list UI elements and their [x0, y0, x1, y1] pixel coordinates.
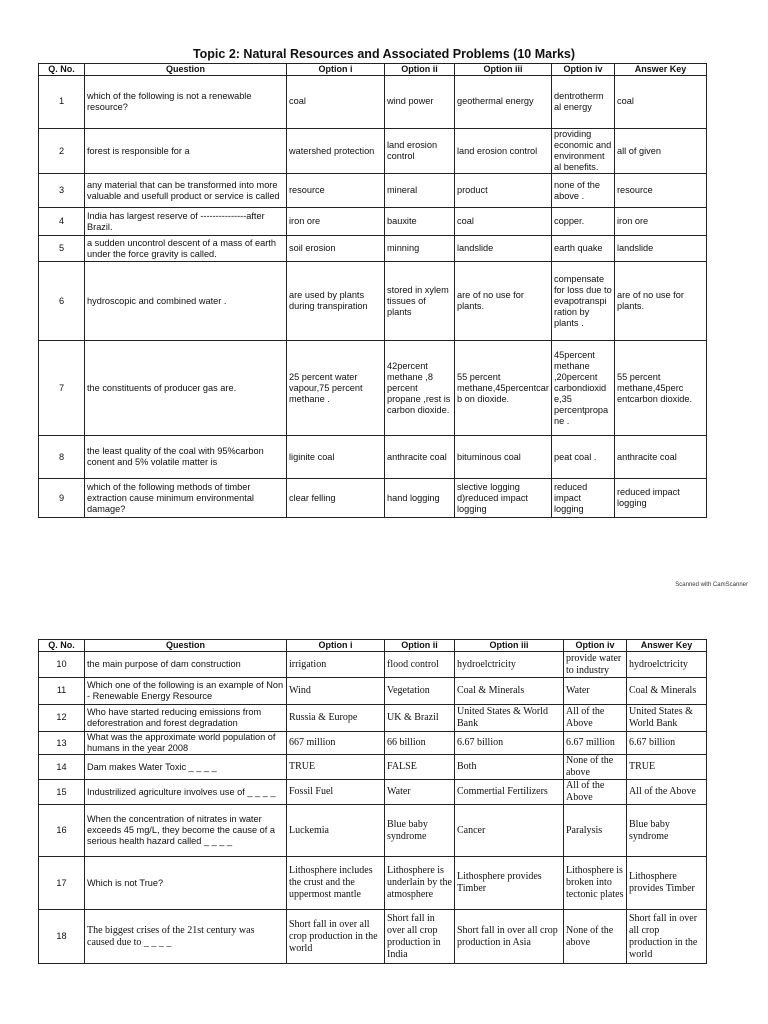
- option-iv-cell: none of the above .: [552, 174, 615, 208]
- question-number-cell: 3: [39, 174, 85, 208]
- option-ii-cell: FALSE: [385, 755, 455, 780]
- option-iv-cell: reduced impact logging: [552, 479, 615, 518]
- table-row: [39, 236, 707, 262]
- answer-key-cell: TRUE: [627, 755, 707, 780]
- column-header-option-ii: Option ii: [385, 640, 455, 652]
- option-iii-cell: geothermal energy: [455, 76, 552, 129]
- option-i-cell: watershed protection: [287, 129, 385, 174]
- table-row: [39, 780, 707, 805]
- table-row: [39, 755, 707, 780]
- table-row: [39, 436, 707, 479]
- question-number-cell: 8: [39, 436, 85, 479]
- option-ii-cell: Vegetation: [385, 678, 455, 705]
- option-iii-cell: Commertial Fertilizers: [455, 780, 564, 805]
- answer-key-cell: Coal & Minerals: [627, 678, 707, 705]
- table-row: [39, 76, 707, 129]
- question-number-cell: 6: [39, 262, 85, 341]
- option-iv-cell: None of the above: [564, 910, 627, 964]
- option-iv-cell: dentrotherm al energy: [552, 76, 615, 129]
- option-ii-cell: 42percent methane ,8 percent propane ,rest is carbon dioxide.: [385, 341, 455, 436]
- question-text-cell: which of the following is not a renewable resource?: [85, 76, 287, 129]
- option-ii-cell: hand logging: [385, 479, 455, 518]
- answer-key-cell: 55 percent methane,45perc entcarbon dioxide.: [615, 341, 707, 436]
- column-header-option-iii: Option iii: [455, 640, 564, 652]
- question-table-1: [38, 63, 707, 518]
- option-iii-cell: United States & World Bank: [455, 705, 564, 732]
- question-text-cell: The biggest crises of the 21st century was caused due to _ _ _ _: [85, 910, 287, 964]
- question-number-cell: 13: [39, 732, 85, 755]
- option-ii-cell: mineral: [385, 174, 455, 208]
- option-iii-cell: Both: [455, 755, 564, 780]
- option-iii-cell: bituminous coal: [455, 436, 552, 479]
- question-number-cell: 11: [39, 678, 85, 705]
- option-ii-cell: anthracite coal: [385, 436, 455, 479]
- column-header-option-i: Option i: [287, 64, 385, 76]
- answer-key-cell: hydroelctricity: [627, 652, 707, 678]
- option-ii-cell: stored in xylem tissues of plants: [385, 262, 455, 341]
- table-row: [39, 910, 707, 964]
- option-iii-cell: landslide: [455, 236, 552, 262]
- option-ii-cell: flood control: [385, 652, 455, 678]
- question-text-cell: the constituents of producer gas are.: [85, 341, 287, 436]
- option-iii-cell: hydroelctricity: [455, 652, 564, 678]
- question-text-cell: Which is not True?: [85, 857, 287, 910]
- column-header-answer-key: Answer Key: [627, 640, 707, 652]
- option-iii-cell: land erosion control: [455, 129, 552, 174]
- question-text-cell: Industrilized agriculture involves use of _ _ _ _: [85, 780, 287, 805]
- option-ii-cell: minning: [385, 236, 455, 262]
- option-iv-cell: 6.67 million: [564, 732, 627, 755]
- option-iv-cell: All of the Above: [564, 705, 627, 732]
- question-text-cell: India has largest reserve of ---------------after Brazil.: [85, 208, 287, 236]
- option-iii-cell: Short fall in over all crop production in Asia: [455, 910, 564, 964]
- answer-key-cell: all of given: [615, 129, 707, 174]
- column-header-option-iii: Option iii: [455, 64, 552, 76]
- option-i-cell: iron ore: [287, 208, 385, 236]
- question-number-cell: 1: [39, 76, 85, 129]
- question-text-cell: Which one of the following is an example of Non - Renewable Energy Resource: [85, 678, 287, 705]
- question-number-cell: 12: [39, 705, 85, 732]
- column-header-question-text: Question: [85, 64, 287, 76]
- option-iii-cell: product: [455, 174, 552, 208]
- option-iii-cell: Coal & Minerals: [455, 678, 564, 705]
- column-header-option-iv: Option iv: [564, 640, 627, 652]
- answer-key-cell: Short fall in over all crop production in the world: [627, 910, 707, 964]
- table-row: [39, 857, 707, 910]
- question-number-cell: 14: [39, 755, 85, 780]
- option-ii-cell: Blue baby syndrome: [385, 805, 455, 857]
- option-ii-cell: wind power: [385, 76, 455, 129]
- answer-key-cell: All of the Above: [627, 780, 707, 805]
- question-number-cell: 18: [39, 910, 85, 964]
- answer-key-cell: reduced impact logging: [615, 479, 707, 518]
- column-header-question-number: Q. No.: [39, 64, 85, 76]
- table-header-row: [39, 64, 707, 76]
- table-row: [39, 262, 707, 341]
- option-iv-cell: providing economic and environment al benefits.: [552, 129, 615, 174]
- answer-key-cell: anthracite coal: [615, 436, 707, 479]
- table-row: [39, 479, 707, 518]
- option-iii-cell: are of no use for plants.: [455, 262, 552, 341]
- column-header-option-ii: Option ii: [385, 64, 455, 76]
- option-iii-cell: slective logging d)reduced impact logging: [455, 479, 552, 518]
- option-i-cell: Fossil Fuel: [287, 780, 385, 805]
- option-iii-cell: Lithosphere provides Timber: [455, 857, 564, 910]
- scanned-watermark: Scanned with CamScanner: [675, 582, 748, 588]
- option-i-cell: coal: [287, 76, 385, 129]
- option-iv-cell: None of the above: [564, 755, 627, 780]
- table-row: [39, 341, 707, 436]
- question-text-cell: hydroscopic and combined water .: [85, 262, 287, 341]
- question-text-cell: the main purpose of dam construction: [85, 652, 287, 678]
- table-row: [39, 174, 707, 208]
- answer-key-cell: are of no use for plants.: [615, 262, 707, 341]
- answer-key-cell: 6.67 billion: [627, 732, 707, 755]
- question-text-cell: which of the following methods of timber extraction cause minimum environmental damage?: [85, 479, 287, 518]
- question-number-cell: 10: [39, 652, 85, 678]
- option-iii-cell: Cancer: [455, 805, 564, 857]
- question-text-cell: Who have started reducing emissions from deforestration and forest degradation: [85, 705, 287, 732]
- option-iv-cell: provide water to industry: [564, 652, 627, 678]
- question-number-cell: 16: [39, 805, 85, 857]
- column-header-option-iv: Option iv: [552, 64, 615, 76]
- option-i-cell: Russia & Europe: [287, 705, 385, 732]
- option-iii-cell: coal: [455, 208, 552, 236]
- table-row: [39, 805, 707, 857]
- option-i-cell: liginite coal: [287, 436, 385, 479]
- option-i-cell: TRUE: [287, 755, 385, 780]
- answer-key-cell: iron ore: [615, 208, 707, 236]
- option-i-cell: are used by plants during transpiration: [287, 262, 385, 341]
- answer-key-cell: United States & World Bank: [627, 705, 707, 732]
- table-header-row: [39, 640, 707, 652]
- option-ii-cell: bauxite: [385, 208, 455, 236]
- option-ii-cell: Lithosphere is underlain by the atmosphere: [385, 857, 455, 910]
- option-iv-cell: copper.: [552, 208, 615, 236]
- option-i-cell: irrigation: [287, 652, 385, 678]
- table-row: [39, 129, 707, 174]
- option-iv-cell: compensate for loss due to evapotranspi ration by plants .: [552, 262, 615, 341]
- question-number-cell: 5: [39, 236, 85, 262]
- question-number-cell: 4: [39, 208, 85, 236]
- question-number-cell: 2: [39, 129, 85, 174]
- table-row: [39, 705, 707, 732]
- answer-key-cell: landslide: [615, 236, 707, 262]
- table-row: [39, 678, 707, 705]
- option-ii-cell: 66 billion: [385, 732, 455, 755]
- question-text-cell: Dam makes Water Toxic _ _ _ _: [85, 755, 287, 780]
- option-i-cell: 667 million: [287, 732, 385, 755]
- option-i-cell: soil erosion: [287, 236, 385, 262]
- option-iv-cell: Paralysis: [564, 805, 627, 857]
- option-iv-cell: Lithosphere is broken into tectonic plates: [564, 857, 627, 910]
- option-ii-cell: UK & Brazil: [385, 705, 455, 732]
- option-i-cell: Luckemia: [287, 805, 385, 857]
- answer-key-cell: coal: [615, 76, 707, 129]
- question-table-2: [38, 639, 707, 964]
- option-iii-cell: 55 percent methane,45percentcarb on dioxide.: [455, 341, 552, 436]
- option-i-cell: Lithosphere includes the crust and the uppermost mantle: [287, 857, 385, 910]
- option-ii-cell: Water: [385, 780, 455, 805]
- option-i-cell: clear felling: [287, 479, 385, 518]
- answer-key-cell: resource: [615, 174, 707, 208]
- option-i-cell: Wind: [287, 678, 385, 705]
- option-iv-cell: 45percent methane ,20percent carbondioxid e,35 percentpropa ne .: [552, 341, 615, 436]
- question-number-cell: 7: [39, 341, 85, 436]
- option-iv-cell: All of the Above: [564, 780, 627, 805]
- question-text-cell: a sudden uncontrol descent of a mass of earth under the force gravity is called.: [85, 236, 287, 262]
- option-ii-cell: land erosion control: [385, 129, 455, 174]
- question-text-cell: When the concentration of nitrates in water exceeds 45 mg/L, they become the cause of a serious health hazard called _ _ _ _: [85, 805, 287, 857]
- column-header-option-i: Option i: [287, 640, 385, 652]
- option-iv-cell: earth quake: [552, 236, 615, 262]
- column-header-answer-key: Answer Key: [615, 64, 707, 76]
- page-title: Topic 2: Natural Resources and Associated Problems (10 Marks): [192, 47, 576, 61]
- table-row: [39, 208, 707, 236]
- question-text-cell: forest is responsible for a: [85, 129, 287, 174]
- option-i-cell: 25 percent water vapour,75 percent methane .: [287, 341, 385, 436]
- column-header-question-number: Q. No.: [39, 640, 85, 652]
- question-text-cell: any material that can be transformed into more valuable and usefull product or service is called: [85, 174, 287, 208]
- question-text-cell: What was the approximate world population of humans in the year 2008: [85, 732, 287, 755]
- table-row: [39, 652, 707, 678]
- option-iv-cell: Water: [564, 678, 627, 705]
- column-header-question-text: Question: [85, 640, 287, 652]
- table-row: [39, 732, 707, 755]
- question-number-cell: 17: [39, 857, 85, 910]
- option-i-cell: resource: [287, 174, 385, 208]
- question-text-cell: the least quality of the coal with 95%carbon conent and 5% volatile matter is: [85, 436, 287, 479]
- answer-key-cell: Blue baby syndrome: [627, 805, 707, 857]
- option-i-cell: Short fall in over all crop production in the world: [287, 910, 385, 964]
- option-iv-cell: peat coal .: [552, 436, 615, 479]
- question-number-cell: 15: [39, 780, 85, 805]
- option-iii-cell: 6.67 billion: [455, 732, 564, 755]
- question-number-cell: 9: [39, 479, 85, 518]
- answer-key-cell: Lithosphere provides Timber: [627, 857, 707, 910]
- option-ii-cell: Short fall in over all crop production in India: [385, 910, 455, 964]
